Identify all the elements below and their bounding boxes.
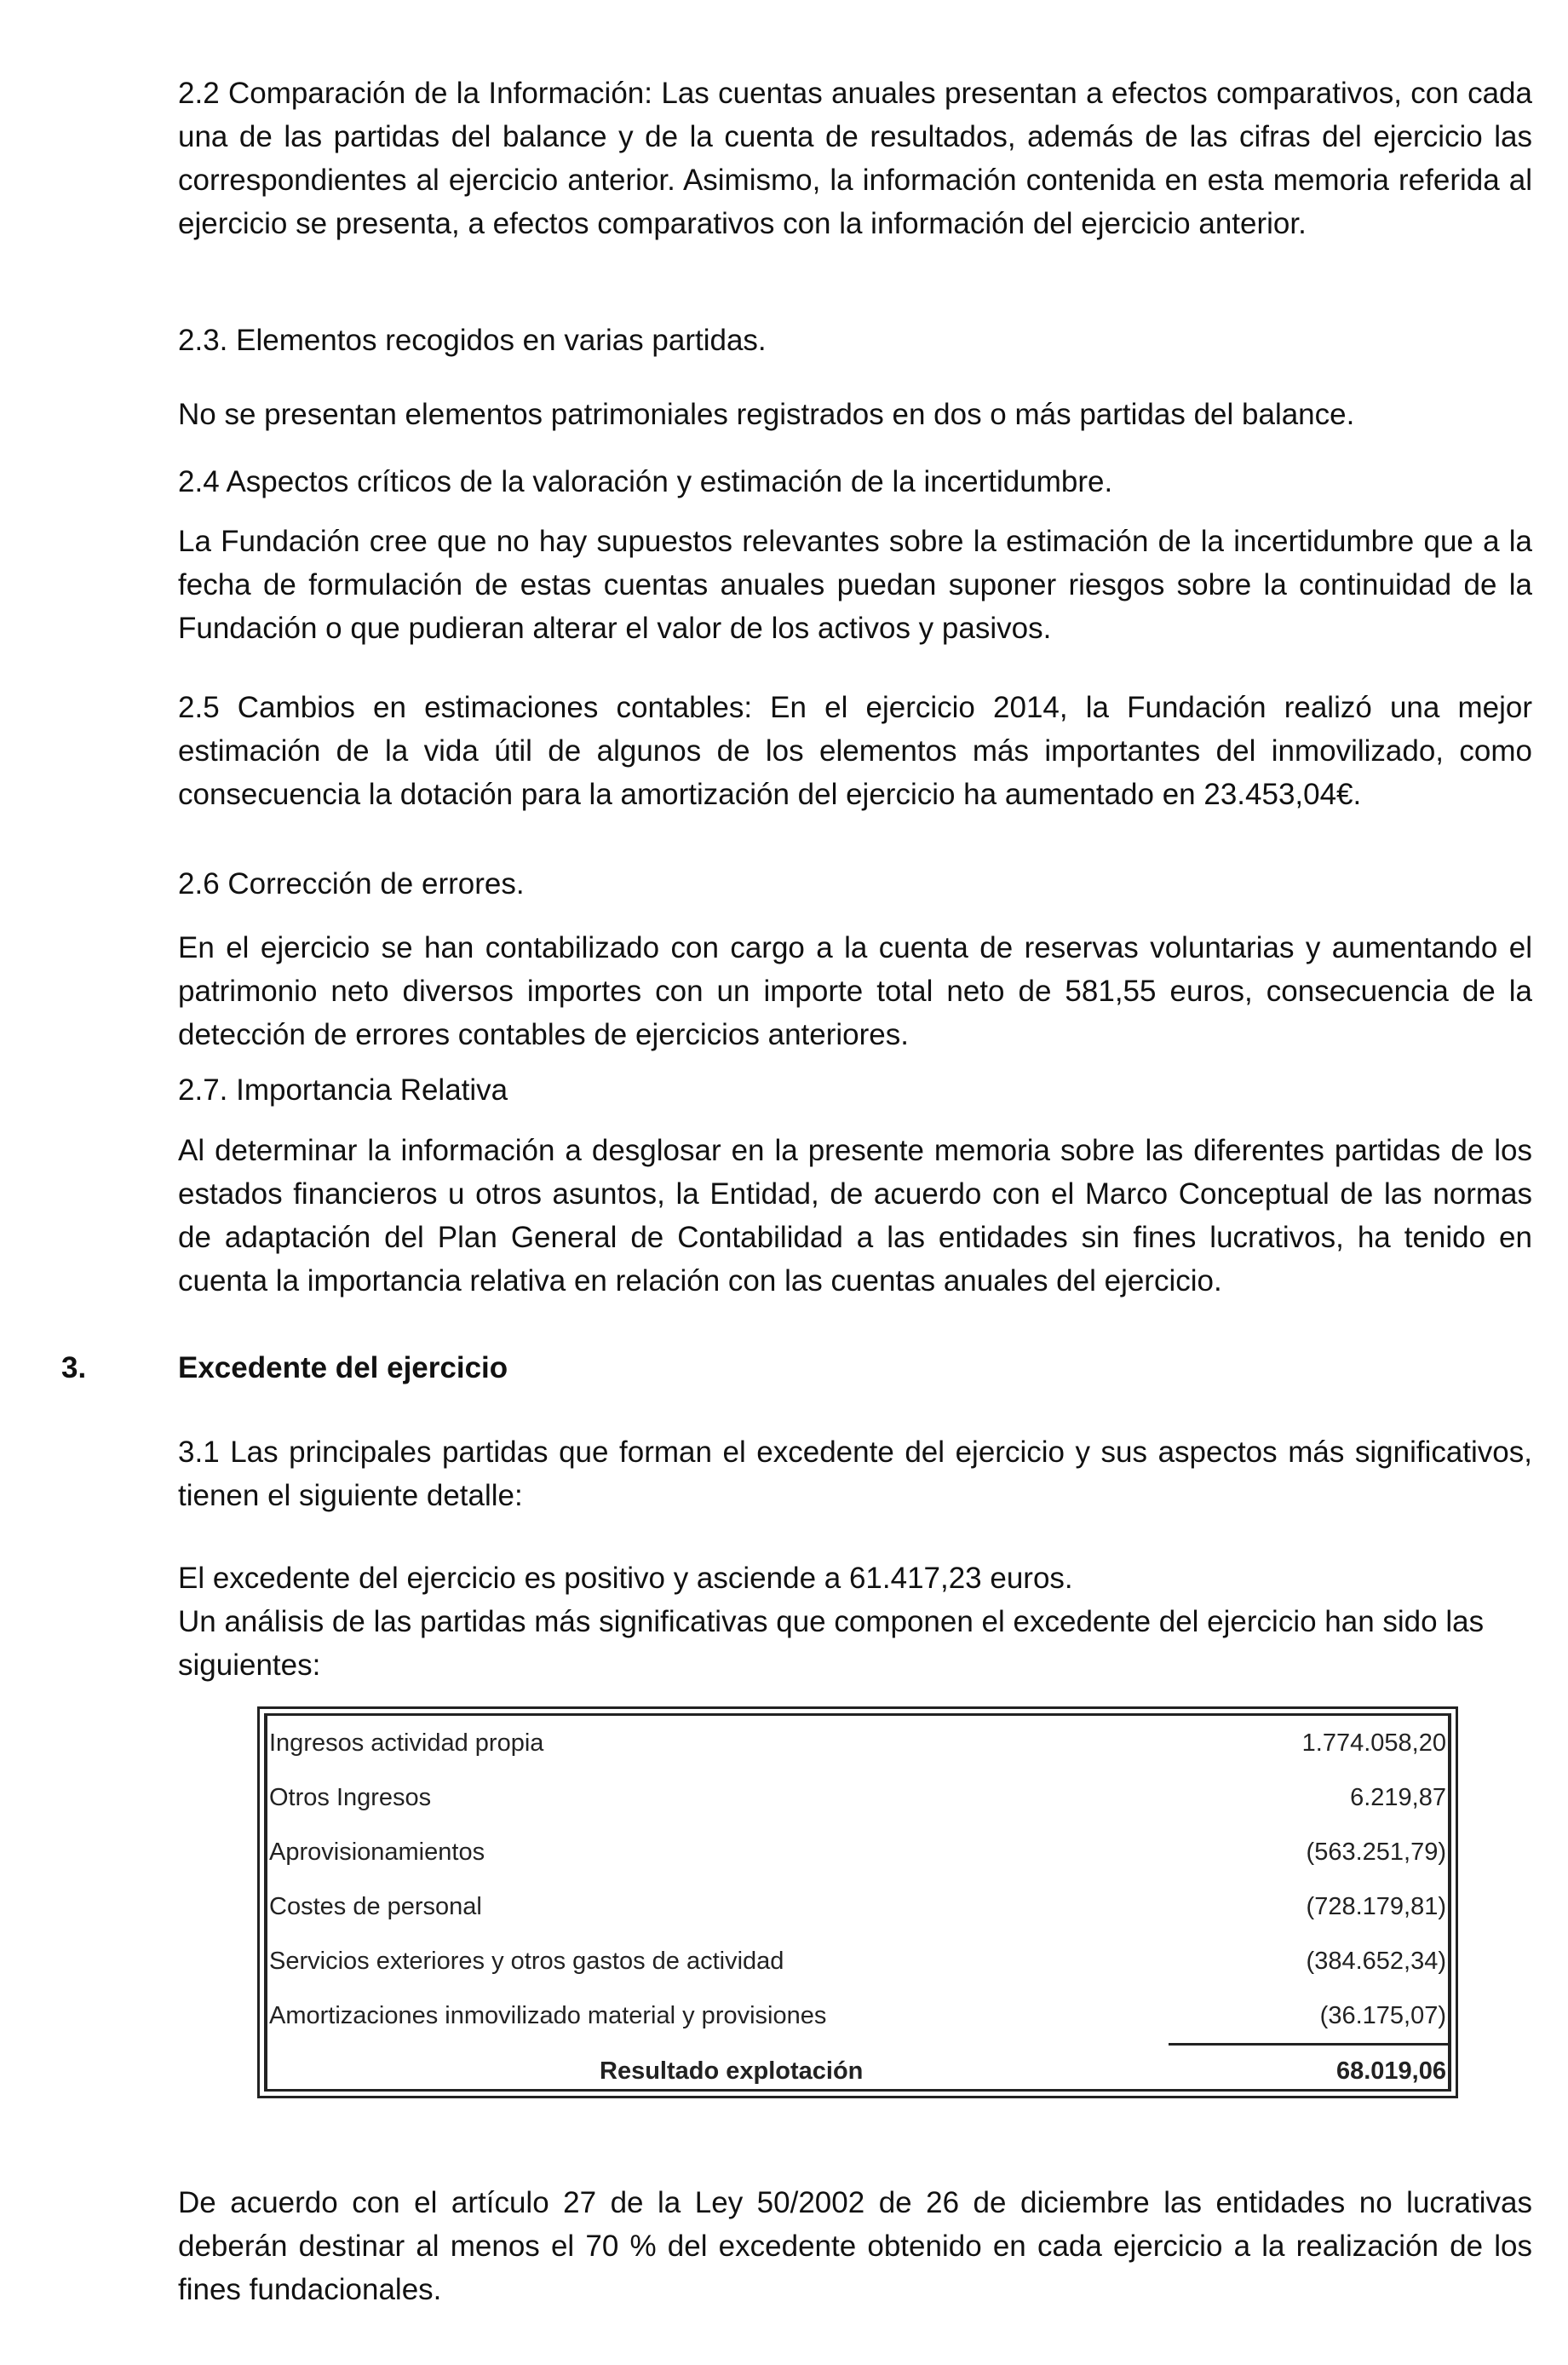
section-3-number: 3.	[61, 1351, 87, 1384]
row-value: (563.251,79)	[1306, 1838, 1446, 1866]
table-row	[267, 1825, 1448, 1879]
results-table	[257, 1706, 1458, 2098]
section-3-title: Excedente del ejercicio	[178, 1351, 508, 1384]
paragraph-2-6: En el ejercicio se han contabilizado con cargo a la cuenta de reservas voluntarias y aumentando el patrimonio neto diversos importes con un importe total neto de 581,55 euros, consecuencia de la detección de errores contables de ejercicios anteriores.	[178, 931, 1532, 1051]
heading-2-4: 2.4 Aspectos críticos de la valoración y estimación de la incertidumbre.	[178, 465, 1113, 498]
row-label: Otros Ingresos	[269, 1784, 432, 1811]
table-row	[267, 1934, 1448, 1988]
row-label: Aprovisionamientos	[269, 1838, 485, 1866]
total-label: Resultado explotación	[600, 2057, 864, 2085]
paragraph-2-2: 2.2 Comparación de la Información: Las cuentas anuales presentan a efectos comparativos, con cada una de las partidas del balance y de la cuenta de resultados, además de las cifras del ejercicio las correspondientes al ejercicio anterior. Asimismo, la información contenida en esta memoria referida al ejercicio se presenta, a efectos comparativos con la información del ejercicio anterior.	[178, 77, 1532, 240]
table-row	[267, 1879, 1448, 1934]
paragraph-3-1: 3.1 Las principales partidas que forman el excedente del ejercicio y sus aspectos más significativos, tienen el siguiente detalle:	[178, 1436, 1532, 1512]
paragraph-2-3: No se presentan elementos patrimoniales registrados en dos o más partidas del balance.	[178, 398, 1355, 431]
heading-2-3: 2.3. Elementos recogidos en varias partidas.	[178, 324, 767, 357]
table-total-row	[267, 2044, 1448, 2098]
heading-2-6: 2.6 Corrección de errores.	[178, 867, 525, 901]
results-table-inner	[264, 1713, 1451, 2092]
paragraph-ley: De acuerdo con el artículo 27 de la Ley 50/2002 de 26 de diciembre las entidades no lucrativas deberán destinar al menos el 70 % del excedente obtenido en cada ejercicio a la realización de los fines fundacionales.	[178, 2186, 1532, 2306]
row-value: (384.652,34)	[1306, 1948, 1446, 1975]
row-label: Amortizaciones inmovilizado material y provisiones	[269, 2002, 827, 2029]
paragraph-2-5: 2.5 Cambios en estimaciones contables: En el ejercicio 2014, la Fundación realizó una mejor estimación de la vida útil de algunos de los elementos más importantes del inmovilizado, como consecuencia la dotación para la amortización del ejercicio ha aumentado en 23.453,04€.	[178, 691, 1532, 811]
row-value: (728.179,81)	[1306, 1893, 1446, 1920]
row-label: Costes de personal	[269, 1893, 482, 1920]
row-label: Servicios exteriores y otros gastos de actividad	[269, 1948, 784, 1975]
paragraph-2-7: Al determinar la información a desglosar en la presente memoria sobre las diferentes partidas de los estados financieros u otros asuntos, la Entidad, de acuerdo con el Marco Conceptual de las normas de adaptación del Plan General de Contabilidad a las entidades sin fines lucrativos, ha tenido en cuenta la importancia relativa en relación con las cuentas anuales del ejercicio.	[178, 1134, 1532, 1298]
row-value: 1.774.058,20	[1301, 1729, 1446, 1757]
paragraph-excedente: El excedente del ejercicio es positivo y asciende a 61.417,23 euros.	[178, 1562, 1073, 1595]
table-row	[267, 1770, 1448, 1825]
table-row	[267, 1716, 1448, 1770]
row-value: (36.175,07)	[1319, 2002, 1446, 2029]
row-value: 6.219,87	[1350, 1784, 1446, 1811]
row-label: Ingresos actividad propia	[269, 1729, 544, 1757]
table-row	[267, 1988, 1448, 2043]
paragraph-2-4: La Fundación cree que no hay supuestos relevantes sobre la estimación de la incertidumbre que a la fecha de formulación de estas cuentas anuales puedan suponer riesgos sobre la continuidad de la Fundación o que pudieran alterar el valor de los activos y pasivos.	[178, 525, 1532, 645]
total-value: 68.019,06	[1335, 2057, 1446, 2085]
paragraph-analisis: Un análisis de las partidas más significativas que componen el excedente del ejercicio han sido las siguientes:	[178, 1605, 1485, 1682]
heading-2-7: 2.7. Importancia Relativa	[178, 1073, 508, 1107]
